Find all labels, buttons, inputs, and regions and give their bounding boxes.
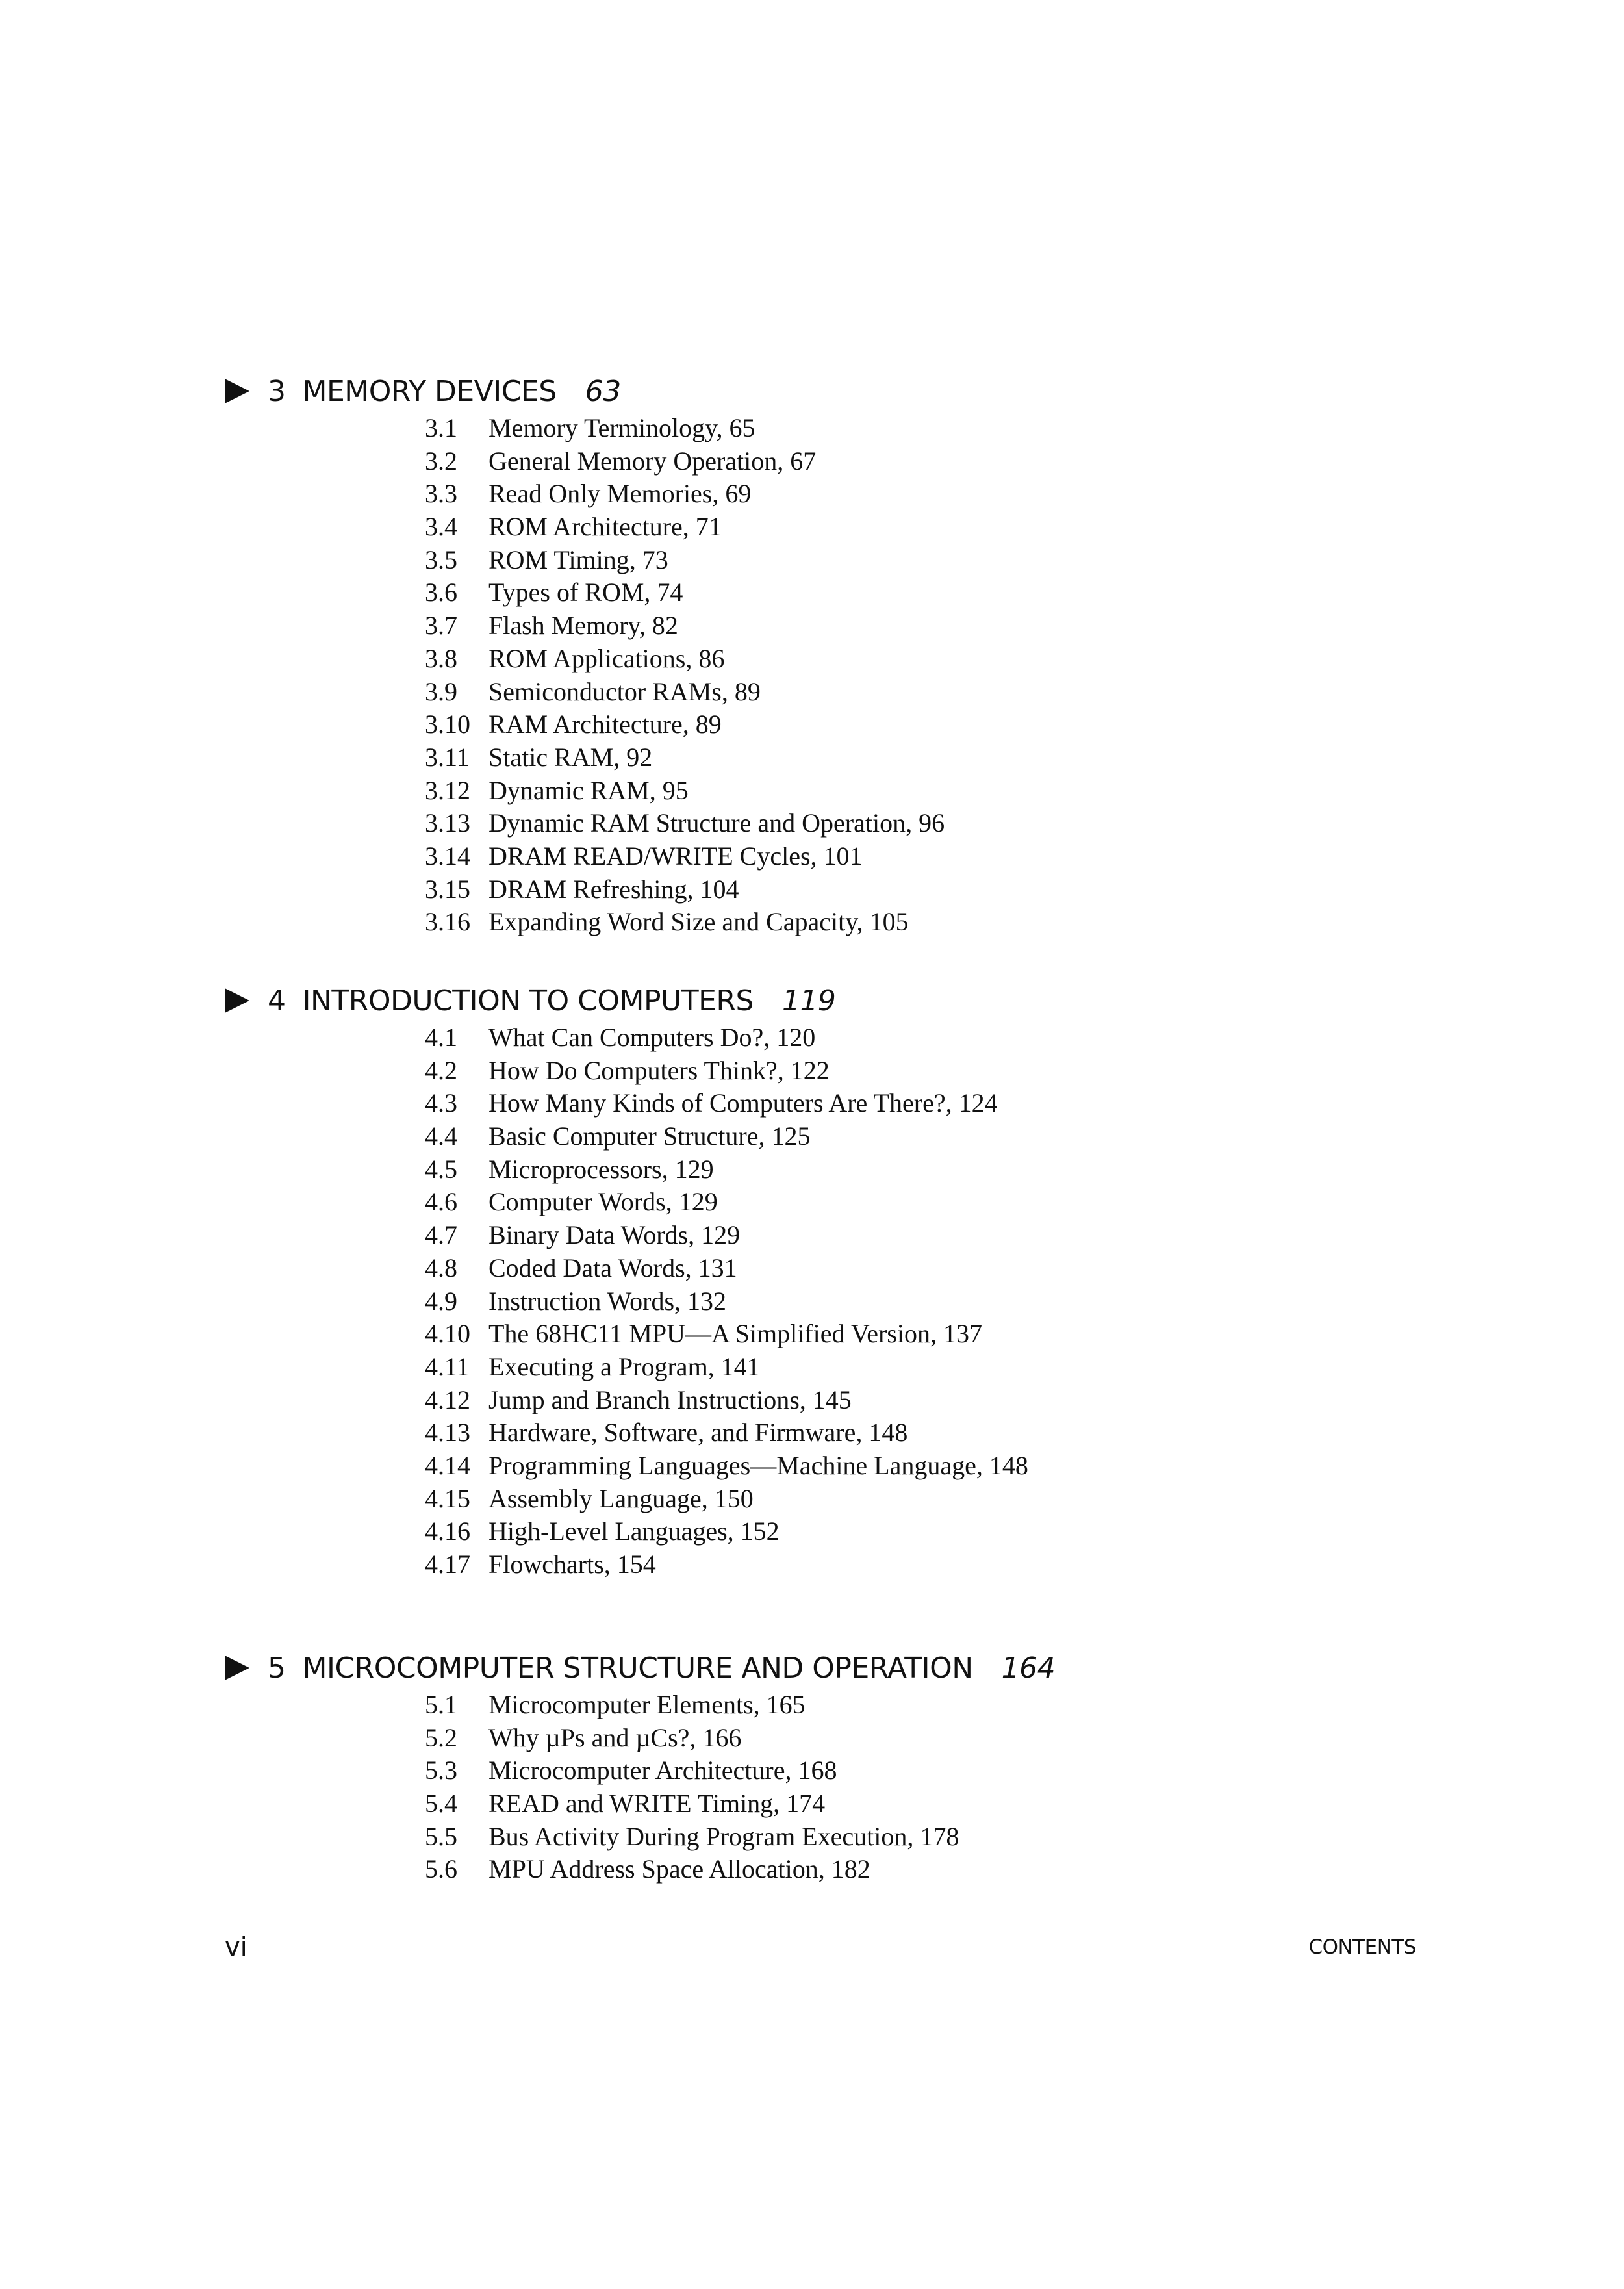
section-number: 4.11 (425, 1351, 470, 1381)
section-number: 3.7 (425, 611, 457, 641)
section-number: 4.8 (425, 1253, 457, 1283)
section-title: Jump and Branch Instructions, 145 (488, 1385, 852, 1414)
toc-entry (425, 412, 1459, 445)
section-number: 4.1 (425, 1023, 457, 1052)
section-title: Semiconductor RAMs, 89 (488, 676, 761, 706)
toc-entry (425, 1285, 1459, 1318)
section-number: 3.11 (425, 742, 470, 772)
toc-entry (425, 1515, 1459, 1548)
toc-entry (425, 1416, 1459, 1450)
chapter-page: 164 (1001, 1651, 1056, 1685)
section-title: Hardware, Software, and Firmware, 148 (488, 1418, 908, 1448)
section-number: 4.15 (425, 1483, 470, 1513)
chapter-4 (225, 980, 1459, 1581)
toc-entry (425, 1548, 1459, 1581)
section-title: Flash Memory, 82 (488, 611, 678, 641)
section-title: Binary Data Words, 129 (488, 1220, 741, 1250)
toc-entry (425, 873, 1459, 906)
section-number: 4.13 (425, 1418, 470, 1448)
section-number: 4.2 (425, 1055, 457, 1085)
section-title: Expanding Word Size and Capacity, 105 (488, 907, 909, 937)
section-title: Memory Terminology, 65 (488, 413, 755, 442)
chapter-title: MEMORY DEVICES (302, 374, 557, 408)
section-title: Computer Words, 129 (488, 1187, 718, 1217)
section-number: 4.9 (425, 1286, 457, 1316)
section-title: Why µPs and µCs?, 166 (488, 1722, 742, 1752)
toc-entry (425, 1186, 1459, 1219)
section-number: 3.14 (425, 841, 470, 871)
section-title: General Memory Operation, 67 (488, 446, 817, 476)
section-number: 5.6 (425, 1854, 457, 1884)
section-number: 3.5 (425, 544, 457, 574)
section-number: 4.6 (425, 1187, 457, 1217)
section-number: 4.3 (425, 1088, 457, 1118)
chapter-number: 3 (268, 374, 286, 408)
section-number: 5.5 (425, 1821, 457, 1851)
section-number: 4.16 (425, 1516, 470, 1546)
section-title: Microprocessors, 129 (488, 1154, 714, 1184)
section-title: Programming Languages—Machine Language, 148 (488, 1450, 1028, 1480)
section-number: 3.15 (425, 874, 470, 904)
toc-entry (425, 643, 1459, 676)
toc-entry (425, 774, 1459, 808)
chapter-page: 119 (781, 984, 836, 1017)
section-number: 5.2 (425, 1722, 457, 1752)
section-number: 3.1 (425, 413, 457, 442)
toc-entry (425, 1252, 1459, 1285)
chapter-page: 63 (585, 374, 621, 408)
section-number: 3.13 (425, 808, 470, 838)
section-title: Basic Computer Structure, 125 (488, 1121, 811, 1151)
section-number: 3.8 (425, 643, 457, 673)
chapter-3 (225, 370, 1459, 939)
section-title: Microcomputer Architecture, 168 (488, 1756, 837, 1785)
section-number: 4.7 (425, 1220, 457, 1250)
section-number: 5.4 (425, 1789, 457, 1819)
section-number: 3.6 (425, 578, 457, 607)
section-number: 3.3 (425, 479, 457, 509)
toc-entry (425, 1787, 1459, 1821)
chapter-number: 4 (268, 984, 286, 1017)
section-title: Read Only Memories, 69 (488, 479, 752, 509)
toc-entry (425, 1153, 1459, 1186)
section-list (225, 1021, 1459, 1581)
section-number: 5.1 (425, 1690, 457, 1719)
section-title: ROM Timing, 73 (488, 544, 668, 574)
toc-entry (425, 1087, 1459, 1120)
toc-entry (425, 1351, 1459, 1384)
chapter-title: MICROCOMPUTER STRUCTURE AND OPERATION (302, 1651, 973, 1685)
section-title: DRAM Refreshing, 104 (488, 874, 739, 904)
section-title: What Can Computers Do?, 120 (488, 1023, 816, 1052)
chapter-number: 5 (268, 1651, 286, 1685)
section-number: 4.4 (425, 1121, 457, 1151)
chapter-heading (225, 980, 1459, 1021)
section-title: READ and WRITE Timing, 174 (488, 1789, 826, 1819)
section-title: High-Level Languages, 152 (488, 1516, 780, 1546)
section-title: Coded Data Words, 131 (488, 1253, 737, 1283)
section-number: 4.14 (425, 1450, 470, 1480)
page-footer (0, 1931, 1624, 1963)
section-title: RAM Architecture, 89 (488, 710, 722, 739)
toc-entry (425, 840, 1459, 873)
toc-entry (425, 1754, 1459, 1787)
section-number: 3.9 (425, 676, 457, 706)
triangle-bullet-icon (225, 379, 249, 403)
section-title: Types of ROM, 74 (488, 578, 683, 607)
section-number: 3.2 (425, 446, 457, 476)
section-title: Instruction Words, 132 (488, 1286, 727, 1316)
section-title: Static RAM, 92 (488, 742, 653, 772)
toc-entry (425, 1219, 1459, 1252)
toc-entry (425, 1055, 1459, 1088)
section-title: Flowcharts, 154 (488, 1550, 656, 1579)
toc-entry (425, 1384, 1459, 1417)
toc-entry (425, 609, 1459, 643)
page-folio: vi (225, 1932, 247, 1962)
chapter-5 (225, 1647, 1459, 1886)
chapter-title: INTRODUCTION TO COMPUTERS (302, 984, 754, 1017)
section-list (225, 412, 1459, 939)
section-title: ROM Architecture, 71 (488, 512, 722, 542)
section-number: 4.5 (425, 1154, 457, 1184)
section-number: 3.4 (425, 512, 457, 542)
toc-entry (425, 1021, 1459, 1055)
toc-entry (425, 1318, 1459, 1351)
section-number: 3.10 (425, 710, 470, 739)
toc-entry (425, 1722, 1459, 1755)
toc-entry (425, 1483, 1459, 1516)
chapter-heading (225, 1647, 1459, 1689)
section-number: 4.10 (425, 1319, 470, 1349)
toc-entry (425, 1689, 1459, 1722)
section-title: DRAM READ/WRITE Cycles, 101 (488, 841, 863, 871)
section-title: MPU Address Space Allocation, 182 (488, 1854, 870, 1884)
toc-entry (425, 676, 1459, 709)
toc-entry (425, 576, 1459, 609)
section-number: 4.17 (425, 1550, 470, 1579)
toc-entry (425, 445, 1459, 478)
toc-entry (425, 1120, 1459, 1153)
section-number: 5.3 (425, 1756, 457, 1785)
section-title: Assembly Language, 150 (488, 1483, 754, 1513)
section-title: Bus Activity During Program Execution, 178 (488, 1821, 959, 1851)
section-title: Dynamic RAM, 95 (488, 775, 689, 805)
toc-entry (425, 1450, 1459, 1483)
section-title: Executing a Program, 141 (488, 1351, 760, 1381)
toc-entry (425, 478, 1459, 511)
section-title: ROM Applications, 86 (488, 643, 725, 673)
triangle-bullet-icon (225, 988, 249, 1013)
triangle-bullet-icon (225, 1656, 249, 1680)
section-title: Microcomputer Elements, 165 (488, 1690, 806, 1719)
toc-entry (425, 1853, 1459, 1886)
section-title: Dynamic RAM Structure and Operation, 96 (488, 808, 945, 838)
section-title: The 68HC11 MPU—A Simplified Version, 137 (488, 1319, 983, 1349)
section-number: 3.16 (425, 907, 470, 937)
chapter-heading (225, 370, 1459, 412)
toc-entry (425, 741, 1459, 774)
section-title: How Many Kinds of Computers Are There?, 124 (488, 1088, 998, 1118)
section-title: How Do Computers Think?, 122 (488, 1055, 830, 1085)
toc-entry (425, 1821, 1459, 1854)
toc-entry (425, 708, 1459, 741)
toc-entry (425, 906, 1459, 939)
section-list (225, 1689, 1459, 1886)
section-number: 4.12 (425, 1385, 470, 1414)
running-head: CONTENTS (1308, 1936, 1416, 1959)
toc-entry (425, 511, 1459, 544)
toc-entry (425, 544, 1459, 577)
toc-entry (425, 807, 1459, 840)
section-number: 3.12 (425, 775, 470, 805)
